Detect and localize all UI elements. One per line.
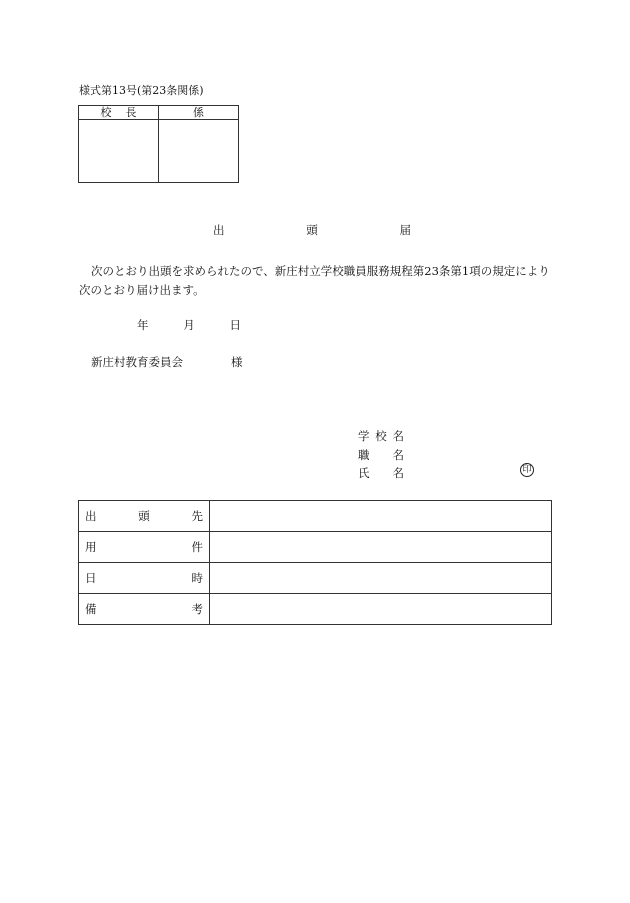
staff-header: 係	[159, 106, 239, 120]
datetime-label: 日 時	[79, 563, 210, 594]
table-row	[79, 563, 552, 594]
purpose-label: 用 件	[79, 532, 210, 563]
position-label: 職 名	[358, 448, 404, 462]
table-row	[79, 532, 552, 563]
addressee-name: 新庄村教育委員会	[91, 355, 183, 369]
page-title: 出 頭 届	[213, 223, 411, 237]
date-line[interactable]: 年 月 日	[137, 318, 241, 332]
table-row	[79, 594, 552, 625]
form-number: 様式第13号(第23条関係)	[79, 84, 204, 97]
body-text: 次のとおり出頭を求められたので、新庄村立学校職員服務規程第23条第1項の規定により次のとおり届け出ます。	[79, 264, 550, 297]
staff-stamp-cell[interactable]	[159, 120, 239, 183]
addressee-honorific: 様	[231, 355, 243, 369]
remarks-label: 備 考	[79, 594, 210, 625]
destination-field[interactable]	[210, 501, 552, 532]
table-row	[79, 501, 552, 532]
datetime-field[interactable]	[210, 563, 552, 594]
destination-label: 出 頭 先	[79, 501, 210, 532]
details-table	[78, 500, 552, 625]
principal-stamp-cell[interactable]	[79, 120, 159, 183]
name-label: 氏 名	[358, 466, 404, 480]
seal-icon: 印	[520, 463, 534, 477]
approval-box	[78, 105, 239, 183]
purpose-field[interactable]	[210, 532, 552, 563]
remarks-field[interactable]	[210, 594, 552, 625]
principal-header: 校 長	[79, 106, 159, 120]
school-name-label: 学 校 名	[358, 429, 404, 443]
